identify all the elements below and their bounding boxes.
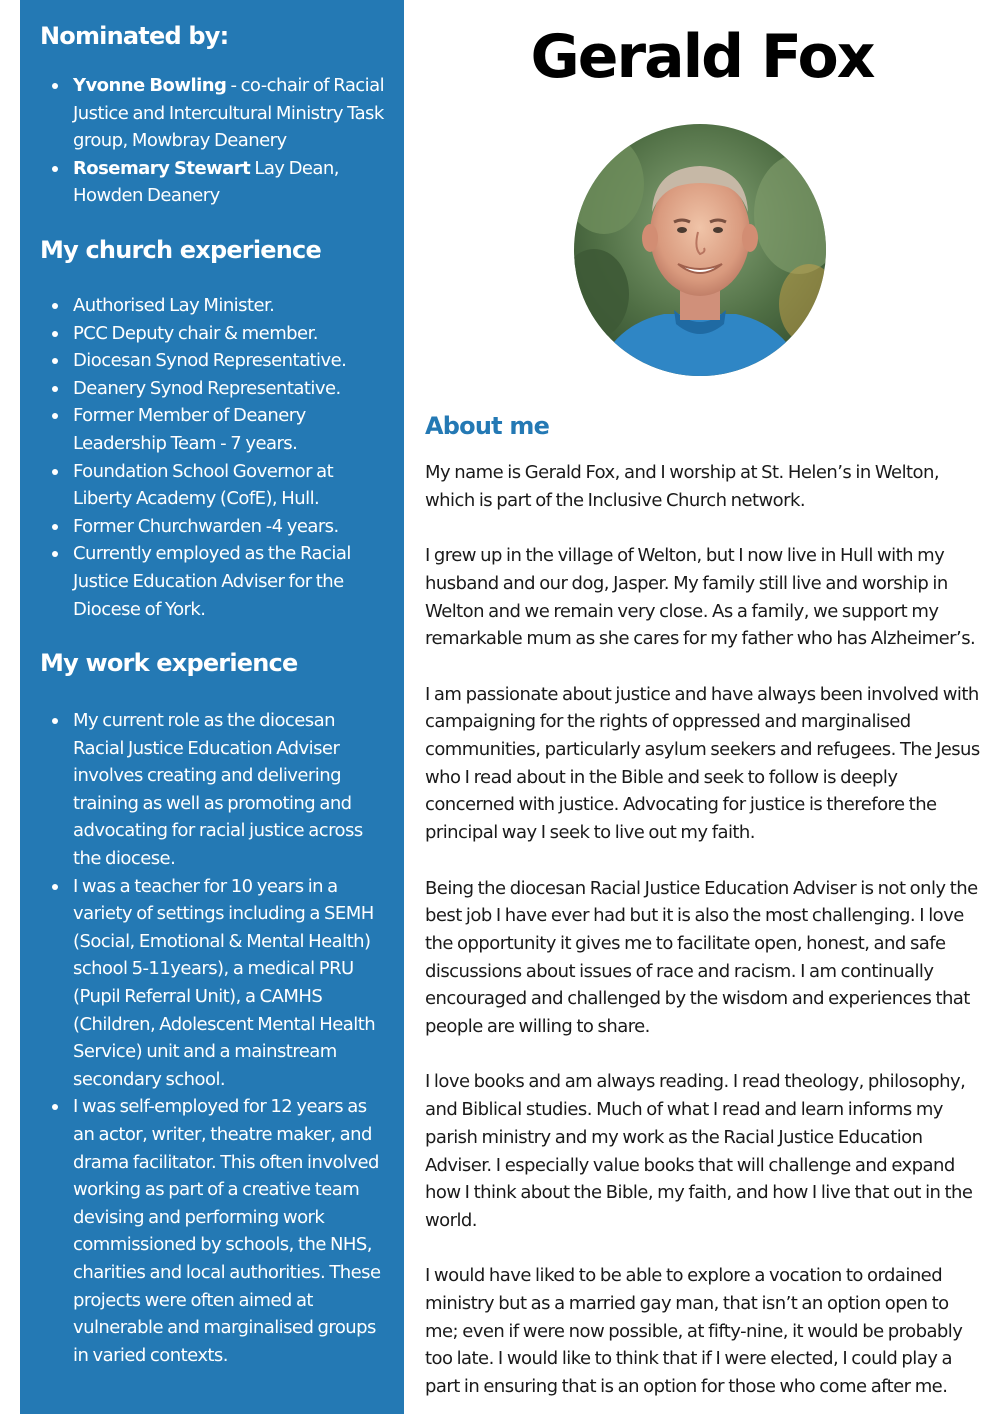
about-paragraph: I love books and am always reading. I read theology, philosophy, and Biblical studies. Much of what I read and learn informs my parish ministry and my work as the Racial Justice Education Adviser. I especially value books that will challenge and expand how I think about the Bible, my faith, and how I live that out in the world. bbox=[425, 1071, 973, 1231]
list-item bbox=[40, 72, 386, 155]
about-body bbox=[425, 459, 985, 1414]
nominator-name: Yvonne Bowling bbox=[73, 75, 227, 96]
list-item: Deanery Synod Representative. bbox=[40, 375, 386, 403]
about-paragraph: I am passionate about justice and have always been involved with campaigning for the rights of oppressed and marginalised communities, particularly asylum seekers and refugees. The Jesus who I read about in the Bible and seek to follow is deeply concerned with justice. Advocating for justice is therefore the principal way I seek to live out my faith. bbox=[425, 683, 980, 844]
nominators-list bbox=[40, 72, 386, 210]
about-heading: About me bbox=[425, 412, 550, 440]
list-item: I was a teacher for 10 years in a variety of settings including a SEMH (Social, Emotional & Mental Health) school 5-11years), a medical PRU (Pupil Referral Unit), a CAMHS (Children, Adolescent Mental Health Service) unit and a mainstream secondary school. bbox=[40, 873, 386, 1094]
work-experience-heading: My work experience bbox=[40, 649, 298, 678]
list-item bbox=[40, 155, 386, 210]
list-item: Authorised Lay Minister. bbox=[40, 292, 386, 320]
list-item: Former Member of Deanery Leadership Team - 7 years. bbox=[40, 402, 386, 457]
list-item: Former Churchwarden -4 years. bbox=[40, 513, 386, 541]
work-experience-list bbox=[40, 707, 386, 1369]
sidebar bbox=[20, 0, 404, 1414]
nominator-role: - co-chair of Racial Justice and Intercultural Ministry Task group, Mowbray Deanery bbox=[73, 75, 385, 152]
profile-photo bbox=[574, 124, 826, 376]
about-paragraph: I grew up in the village of Welton, but I now live in Hull with my husband and our dog, Jasper. My family still live and worship in Welton and we remain very close. As a family, we support my remarkable mum as she cares for my father who has Alzheimer’s. bbox=[425, 545, 976, 650]
about-paragraph: I would have liked to be able to explore a vocation to ordained ministry but as a married gay man, that isn’t an option open to me; even if were now possible, at fifty-nine, it would be probably too late. I would like to think that if I were elected, I could play a part in ensuring that is an option for those who come after me. bbox=[425, 1265, 963, 1398]
list-item: I was self-employed for 12 years as an actor, writer, theatre maker, and drama facilitator. This often involved working as part of a creative team devising and performing work commissioned by schools, the NHS, charities and local authorities. These projects were often aimed at vulnerable and marginalised groups in varied contexts. bbox=[40, 1093, 386, 1369]
list-item: PCC Deputy chair & member. bbox=[40, 320, 386, 348]
list-item: Foundation School Governor at Liberty Academy (CofE), Hull. bbox=[40, 458, 386, 513]
church-experience-list bbox=[40, 292, 386, 623]
list-item: My current role as the diocesan Racial Justice Education Adviser involves creating and delivering training as well as promoting and advocating for racial justice across the diocese. bbox=[40, 707, 386, 873]
list-item: Diocesan Synod Representative. bbox=[40, 347, 386, 375]
about-paragraph: Being the diocesan Racial Justice Education Adviser is not only the best job I have ever had but it is also the most challenging. I love the opportunity it gives me to facilitate open, honest, and safe discussions about issues of race and racism. I am continually encouraged and challenged by the wisdom and experiences that people are willing to share. bbox=[425, 877, 978, 1038]
nominated-heading: Nominated by: bbox=[40, 22, 229, 50]
list-item: Currently employed as the Racial Justice Education Adviser for the Diocese of York. bbox=[40, 540, 386, 623]
church-experience-heading: My church experience bbox=[40, 235, 321, 264]
about-paragraph: My name is Gerald Fox, and I worship at St. Helen’s in Welton, which is part of the Inclusive Church network. bbox=[425, 462, 940, 511]
nominator-role: Lay Dean, Howden Deanery bbox=[73, 157, 339, 207]
portrait-illustration bbox=[574, 124, 826, 376]
nominator-name: Rosemary Stewart bbox=[73, 157, 251, 179]
candidate-name: Gerald Fox bbox=[530, 22, 874, 92]
